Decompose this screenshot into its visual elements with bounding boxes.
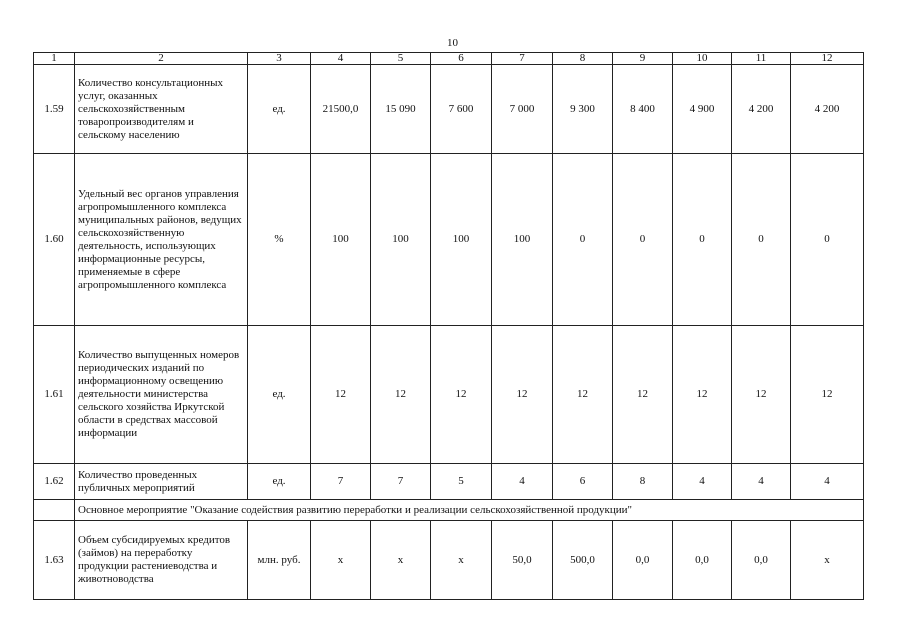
- value-cell: 0: [732, 154, 791, 326]
- value-cell: 0: [673, 154, 732, 326]
- row-number: 1.60: [34, 154, 75, 326]
- value-cell: 12: [673, 326, 732, 464]
- value-cell: 12: [311, 326, 371, 464]
- unit-cell: %: [248, 154, 311, 326]
- value-cell: 9 300: [553, 65, 613, 154]
- value-cell: 5: [431, 464, 492, 500]
- value-cell: 12: [791, 326, 864, 464]
- value-cell: х: [431, 521, 492, 600]
- column-number: 8: [553, 53, 613, 65]
- value-cell: 100: [431, 154, 492, 326]
- column-number: 5: [371, 53, 431, 65]
- value-cell: 21500,0: [311, 65, 371, 154]
- value-cell: 15 090: [371, 65, 431, 154]
- value-cell: 12: [492, 326, 553, 464]
- unit-cell: млн. руб.: [248, 521, 311, 600]
- value-cell: 12: [431, 326, 492, 464]
- row-number: 1.59: [34, 65, 75, 154]
- value-cell: х: [311, 521, 371, 600]
- value-cell: 7: [371, 464, 431, 500]
- section-title: Основное мероприятие "Оказание содействия развитию переработки и реализации сельскохозяйственной продукции": [75, 500, 864, 521]
- column-number: 1: [34, 53, 75, 65]
- indicators-table: [33, 52, 864, 600]
- value-cell: 0,0: [613, 521, 673, 600]
- value-cell: 12: [553, 326, 613, 464]
- section-spacer: [34, 500, 75, 521]
- column-number: 10: [673, 53, 732, 65]
- value-cell: 4: [791, 464, 864, 500]
- row-number: 1.61: [34, 326, 75, 464]
- unit-cell: ед.: [248, 464, 311, 500]
- column-number: 9: [613, 53, 673, 65]
- value-cell: 0: [791, 154, 864, 326]
- value-cell: 4: [492, 464, 553, 500]
- indicator-description: Объем субсидируемых кредитов (займов) на переработку продукции растениеводства и животноводства: [75, 521, 248, 600]
- table-row: [34, 521, 864, 600]
- value-cell: 7 600: [431, 65, 492, 154]
- indicator-description: Удельный вес органов управления агропромышленного комплекса муниципальных районов, ведущих сельскохозяйственную деятельность, использующих информационные ресурсы, применяемые в сфере агропромышленного комплекса: [75, 154, 248, 326]
- column-number: 3: [248, 53, 311, 65]
- value-cell: 50,0: [492, 521, 553, 600]
- row-number: 1.62: [34, 464, 75, 500]
- table-row: [34, 154, 864, 326]
- value-cell: 0,0: [732, 521, 791, 600]
- row-number: 1.63: [34, 521, 75, 600]
- column-number-row: [34, 53, 864, 65]
- table-row: [34, 65, 864, 154]
- value-cell: 100: [371, 154, 431, 326]
- value-cell: х: [371, 521, 431, 600]
- table-row: [34, 326, 864, 464]
- value-cell: 8 400: [613, 65, 673, 154]
- value-cell: 0,0: [673, 521, 732, 600]
- value-cell: 4 200: [732, 65, 791, 154]
- column-number: 4: [311, 53, 371, 65]
- indicator-description: Количество выпущенных номеров периодических изданий по информационному освещению деятельности министерства сельского хозяйства Иркутской области в средствах массовой информации: [75, 326, 248, 464]
- value-cell: х: [791, 521, 864, 600]
- column-number: 2: [75, 53, 248, 65]
- value-cell: 0: [553, 154, 613, 326]
- value-cell: 4 900: [673, 65, 732, 154]
- section-row: [34, 500, 864, 521]
- value-cell: 4: [673, 464, 732, 500]
- column-number: 12: [791, 53, 864, 65]
- value-cell: 4 200: [791, 65, 864, 154]
- value-cell: 8: [613, 464, 673, 500]
- column-number: 7: [492, 53, 553, 65]
- column-number: 6: [431, 53, 492, 65]
- value-cell: 7: [311, 464, 371, 500]
- value-cell: 7 000: [492, 65, 553, 154]
- indicator-description: Количество проведенных публичных мероприятий: [75, 464, 248, 500]
- value-cell: 6: [553, 464, 613, 500]
- unit-cell: ед.: [248, 326, 311, 464]
- value-cell: 100: [492, 154, 553, 326]
- value-cell: 12: [613, 326, 673, 464]
- page-number: 10: [447, 37, 458, 49]
- value-cell: 100: [311, 154, 371, 326]
- value-cell: 12: [371, 326, 431, 464]
- value-cell: 12: [732, 326, 791, 464]
- value-cell: 4: [732, 464, 791, 500]
- indicator-description: Количество консультационных услуг, оказанных сельскохозяйственным товаропроизводителям и сельскому населению: [75, 65, 248, 154]
- value-cell: 500,0: [553, 521, 613, 600]
- unit-cell: ед.: [248, 65, 311, 154]
- column-number: 11: [732, 53, 791, 65]
- value-cell: 0: [613, 154, 673, 326]
- table-row: [34, 464, 864, 500]
